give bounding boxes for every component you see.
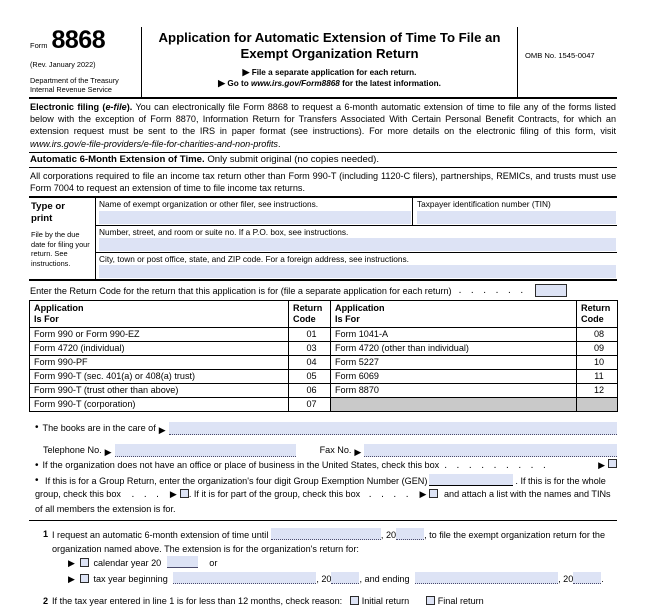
form-revision-date: (Rev. January 2022)	[30, 60, 96, 69]
application-cell: Form 990-T (sec. 401(a) or 408(a) trust)	[30, 369, 289, 383]
application-cell: Form 4720 (other than individual)	[331, 342, 577, 356]
line-1	[29, 521, 617, 587]
col-header-code-right	[577, 301, 618, 328]
instruction-separate-application-text: File a separate application for each return.	[251, 67, 417, 77]
return-code-table	[29, 300, 618, 411]
city-label: City, town or post office, state, and ZIP code. For a foreign address, see instructions.	[99, 254, 409, 264]
table-row	[30, 383, 618, 397]
line-2-text: If the tax year entered in line 1 is for less than 12 months, check reason:	[52, 595, 343, 606]
right-triangle-icon: ▶	[169, 489, 177, 500]
extension-until-date-input[interactable]	[271, 528, 381, 540]
type-or-print-instructions	[29, 198, 96, 279]
corporations-paragraph-text: All corporations required to file an income tax return other than Form 990-T (including 1120-C filers), partnerships, REMICs, and trusts must use Form 7004 to request an extension of time to file income tax returns.	[30, 171, 616, 194]
right-triangle-icon: ▶	[242, 66, 250, 77]
contact-section	[29, 412, 617, 516]
street-label: Number, street, and room or suite no. If a P.O. box, see instructions.	[99, 226, 349, 237]
efile-url-link[interactable]: www.irs.gov/e-file-providers/e-file-for-charities-and-non-profits	[30, 138, 278, 149]
col-header-application-left	[30, 301, 289, 328]
form-title-line-2: Exempt Organization Return	[240, 45, 419, 61]
no-office-row	[29, 459, 617, 474]
no-office-checkbox[interactable]	[608, 459, 617, 468]
electronic-filing-paragraph	[29, 99, 617, 152]
automatic-extension-band	[29, 153, 617, 169]
right-triangle-icon: ▶	[104, 447, 112, 458]
group-return-text-part3: . If it is for part of the group, check this box	[188, 489, 361, 500]
city-input[interactable]	[99, 265, 616, 278]
tin-input[interactable]	[417, 211, 616, 224]
extension-until-year-input[interactable]	[396, 528, 424, 540]
line-2-body	[52, 596, 617, 606]
telephone-fax-row	[29, 435, 617, 459]
part-group-checkbox[interactable]	[429, 489, 438, 498]
street-cell	[96, 226, 617, 252]
application-cell: Form 1041-A	[331, 328, 577, 342]
code-cell: 07	[289, 397, 331, 411]
col-header-code-left-line2: Code	[293, 314, 316, 325]
col-header-code-left-line1: Return	[293, 303, 323, 314]
omb-number: OMB No. 1545-0047	[525, 51, 595, 60]
bullet-icon: •	[35, 460, 39, 472]
line-1-text-c: , to file the exempt organization return for the organization named above. The extension is for the organization's return for:	[52, 529, 606, 554]
city-cell	[96, 253, 617, 279]
filer-fields	[96, 198, 617, 279]
return-code-input[interactable]	[535, 284, 567, 297]
page-title	[148, 30, 511, 62]
omb-block	[518, 27, 617, 97]
code-cell: 05	[289, 369, 331, 383]
tax-year-end-input[interactable]	[415, 572, 558, 584]
calendar-year-option-row	[52, 556, 617, 571]
line-2-number: 2	[43, 595, 49, 606]
form-identity-block	[29, 27, 142, 97]
initial-return-label: Initial return	[361, 595, 410, 606]
code-cell-empty	[577, 397, 618, 411]
tax-year-option-row	[52, 572, 617, 587]
no-office-text: If the organization does not have an office or place of business in the United States, check this box	[42, 460, 440, 471]
tin-cell	[412, 198, 617, 224]
automatic-extension-heading: Automatic 6-Month Extension of Time.	[30, 154, 205, 166]
tax-year-label: tax year beginning	[93, 573, 168, 584]
form-instruction-lines	[148, 67, 511, 89]
col-header-code-right-line2: Code	[581, 314, 604, 325]
initial-return-checkbox[interactable]	[350, 596, 359, 605]
tax-year-begin-input[interactable]	[173, 572, 316, 584]
organization-name-cell	[96, 198, 412, 224]
group-return-text-part1: If this is for a Group Return, enter the organization's four digit Group Exemption Number (GEN)	[45, 475, 428, 486]
form-header	[29, 27, 617, 99]
code-cell: 01	[289, 328, 331, 342]
efile-body-text: You can electronically file Form 8868 to request a 6-month automatic extension of time to file any of the forms listed below with the exception of Form 8870, Information Return for Transfers Associated With Certain Personal Benefit Contracts, for which an extension request must be sent to the IRS in paper format (see instructions). For more details on the electronic filing of this form, visit	[30, 102, 616, 137]
goto-suffix: for the latest information.	[339, 78, 441, 88]
application-cell: Form 990-T (corporation)	[30, 397, 289, 411]
street-row	[96, 226, 617, 253]
department-line-2: Internal Revenue Service	[30, 85, 112, 95]
table-header-row	[30, 301, 618, 328]
right-triangle-icon: ▶	[158, 425, 166, 436]
line-1-text-a: I request an automatic 6-month extension of time until	[52, 529, 269, 540]
application-cell-empty	[331, 397, 577, 411]
type-or-print-heading-line-2: print	[31, 212, 53, 224]
final-return-checkbox[interactable]	[426, 596, 435, 605]
form-title-line-1: Application for Automatic Extension of Time To File an	[158, 30, 501, 45]
application-cell: Form 5227	[331, 355, 577, 369]
code-cell: 04	[289, 355, 331, 369]
efile-heading-italic: e-file	[105, 102, 127, 113]
code-cell: 11	[577, 369, 618, 383]
telephone-input[interactable]	[115, 444, 296, 457]
city-row	[96, 253, 617, 279]
tin-label: Taxpayer identification number (TIN)	[417, 199, 551, 210]
table-row	[30, 355, 618, 369]
efile-heading-bold: Electronic filing (	[30, 102, 106, 113]
group-return-text-part2: . If this is for the whole group, check this box	[35, 475, 606, 500]
corporations-paragraph	[29, 168, 617, 198]
code-cell: 03	[289, 342, 331, 356]
leader-dots: . . . .	[368, 489, 412, 501]
instruction-separate-application	[148, 67, 511, 78]
application-cell: Form 8870	[331, 383, 577, 397]
right-triangle-icon: ▶	[598, 460, 605, 471]
line-1-number: 1	[43, 528, 49, 539]
telephone-label: Telephone No.	[43, 445, 102, 456]
form-title-block	[142, 27, 518, 97]
application-cell: Form 6069	[331, 369, 577, 383]
col-header-code-left	[289, 301, 331, 328]
calendar-year-or: or	[209, 558, 218, 569]
leader-dots: . . . . . . . . .	[444, 460, 550, 472]
code-cell: 08	[577, 328, 618, 342]
gen-input[interactable]	[429, 474, 513, 486]
calendar-year-label: calendar year 20	[93, 558, 162, 569]
table-row	[30, 328, 618, 342]
tax-year-begin-sep: , 20	[316, 573, 332, 584]
whole-group-checkbox[interactable]	[180, 489, 189, 498]
table-row	[30, 397, 618, 411]
form-word-label: Form	[30, 41, 48, 50]
instruction-website	[148, 78, 511, 89]
col-header-application-right	[331, 301, 577, 328]
leader-dots: . . .	[131, 489, 163, 501]
fax-input[interactable]	[364, 444, 617, 457]
organization-name-label: Name of exempt organization or other filer, see instructions.	[99, 199, 319, 210]
file-by-due-date-note: File by the due date for filing your return. See instructions.	[31, 229, 90, 269]
books-in-care-of-label: The books are in the care of	[42, 422, 156, 433]
code-cell: 10	[577, 355, 618, 369]
col-header-application-left-line2: Is For	[34, 314, 59, 325]
application-cell: Form 990-PF	[30, 355, 289, 369]
application-cell: Form 990 or Form 990-EZ	[30, 328, 289, 342]
books-in-care-of-input[interactable]	[169, 422, 617, 435]
type-or-print-heading-line-1: Type or	[31, 201, 65, 213]
fax-label: Fax No.	[319, 445, 352, 456]
code-cell: 06	[289, 383, 331, 397]
code-cell: 12	[577, 383, 618, 397]
tax-year-ending-label: , and ending	[359, 573, 410, 584]
code-cell: 09	[577, 342, 618, 356]
group-return-block	[29, 474, 617, 516]
return-code-entry-text: Enter the Return Code for the return that this application is for (file a separate application for each return)	[30, 285, 452, 296]
table-row	[30, 369, 618, 383]
line-2	[29, 587, 617, 606]
bullet-icon: •	[35, 421, 39, 433]
right-triangle-icon: ▶	[354, 447, 362, 458]
group-return-text-part4: and attach a list with the names and TINs of all members the extension is for.	[35, 489, 611, 514]
street-input[interactable]	[99, 238, 616, 251]
organization-name-input[interactable]	[99, 211, 411, 224]
filer-name-row	[96, 198, 617, 225]
line-1-text-b: , 20	[380, 529, 397, 540]
books-in-care-of-row	[29, 412, 617, 436]
line-1-period: .	[601, 573, 604, 584]
col-header-code-right-line1: Return	[581, 303, 611, 314]
tax-year-checkbox[interactable]	[80, 574, 89, 583]
goto-prefix: Go to	[227, 78, 251, 88]
tax-year-end-sep: , 20	[558, 573, 574, 584]
leader-dots: . . . . . .	[458, 285, 527, 297]
automatic-extension-note: Only submit original (no copies needed).	[204, 154, 380, 166]
type-or-print-heading	[31, 201, 92, 224]
final-return-label: Final return	[437, 595, 484, 606]
col-header-application-right-line2: Is For	[335, 314, 360, 325]
col-header-application-right-line1: Application	[335, 303, 385, 314]
form-8868	[29, 27, 617, 606]
line-1-body	[52, 528, 617, 587]
efile-heading-close: ).	[126, 102, 133, 113]
form-number: 8868	[51, 26, 106, 54]
calendar-year-input[interactable]	[167, 556, 198, 568]
right-triangle-icon: ▶	[68, 573, 75, 584]
type-or-print-block	[29, 198, 617, 281]
return-code-entry-row	[29, 281, 617, 300]
issuing-agency	[30, 76, 137, 94]
line-1-main-text	[52, 528, 617, 556]
department-line-1: Department of the Treasury	[30, 76, 119, 85]
table-row	[30, 342, 618, 356]
right-triangle-icon: ▶	[218, 77, 226, 88]
application-cell: Form 990-T (trust other than above)	[30, 383, 289, 397]
form-url-link[interactable]: www.irs.gov/Form8868	[250, 78, 340, 88]
right-triangle-icon: ▶	[68, 558, 75, 569]
calendar-year-checkbox[interactable]	[80, 558, 89, 567]
bullet-icon: •	[35, 474, 39, 486]
application-cell: Form 4720 (individual)	[30, 342, 289, 356]
col-header-application-left-line1: Application	[34, 303, 84, 314]
tax-year-end-year-input[interactable]	[573, 572, 601, 584]
efile-period: .	[277, 138, 281, 149]
tax-year-begin-year-input[interactable]	[331, 572, 359, 584]
right-triangle-icon: ▶	[419, 489, 427, 500]
